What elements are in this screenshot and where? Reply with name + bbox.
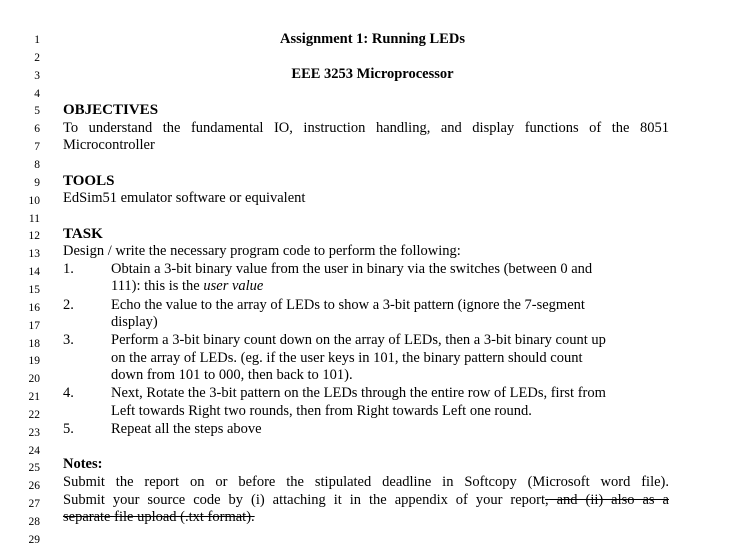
doc-line [0,189,745,207]
tools-text: EdSim51 emulator software or equivalent [63,190,306,206]
doc-line [0,366,745,384]
list-item-number: 1. [63,261,74,277]
list-item-text: Echo the value to the array of LEDs to show a 3-bit pattern (ignore the 7-segment [111,297,585,313]
list-item-text [111,277,669,295]
objectives-text: Microcontroller [63,137,155,153]
struck-text: , and (ii) also as a [545,492,669,508]
line-number-label: 2 [34,51,40,64]
line-number-label: 22 [28,408,40,421]
line-number-label: 12 [28,230,40,243]
list-item-number: 4. [63,385,74,401]
line-number-label: 27 [28,498,40,511]
doc-line [0,101,745,119]
doc-line [0,331,745,349]
struck-text: separate file upload (.txt format). [63,509,255,525]
doc-line [0,136,745,154]
list-item-text: down from 101 to 000, then back to 101). [111,367,353,383]
doc-line [0,30,745,48]
list-item-text: Repeat all the steps above [111,421,262,437]
doc-line [0,260,745,278]
line-number-label: 25 [28,462,40,475]
objectives-heading: OBJECTIVES [63,102,159,118]
notes-heading: Notes: [63,456,103,472]
doc-line [0,384,745,402]
doc-line [0,508,745,526]
line-number-label: 28 [28,516,40,528]
notes-text-part: Submit your source code by (i) attaching it in the appendix of your report [63,492,546,508]
list-item-text: Obtain a 3-bit binary value from the user in binary via the switches (between 0 and [111,261,593,277]
line-number-label: 26 [28,480,40,493]
list-item-number: 5. [63,421,74,437]
notes-text [63,491,669,509]
line-number-label: 7 [34,141,40,154]
task-heading: TASK [63,226,103,242]
list-item-text: Next, Rotate the 3-bit pattern on the LEDs through the entire row of LEDs, first from [111,385,606,401]
line-number-label: 21 [28,391,40,403]
doc-line [0,349,745,367]
line-number-label: 15 [28,283,40,296]
line-number-label: 11 [28,212,40,225]
line-number-label: 4 [34,87,40,100]
list-item-number: 3. [63,332,74,348]
user-value-emphasis: user value [203,278,264,294]
notes-text: Submit the report on or before the stipulated deadline in Softcopy (Microsoft word file). [63,474,669,490]
objectives-text: To understand the fundamental IO, instruction handling, and display functions of the 8051 [63,120,669,136]
line-number-label: 23 [28,426,40,439]
line-number [0,531,745,549]
line-number-label: 17 [28,319,40,332]
line-number-label: 18 [28,337,40,350]
list-item-text: on the array of LEDs. (eg. if the user keys in 101, the binary pattern should count [111,350,583,366]
line-number-label: 24 [28,444,40,457]
doc-line [0,119,745,137]
line-number-label: 1 [34,34,40,46]
doc-line [0,225,745,243]
line-number-label: 9 [34,176,40,189]
list-item-number: 2. [63,297,74,313]
task-intro: Design / write the necessary program code to perform the following: [63,243,461,259]
doc-line [0,172,745,190]
doc-line [0,420,745,438]
line-number-label: 3 [34,69,40,82]
line-number-label: 16 [28,301,40,314]
list-item-text: display) [111,314,158,330]
document-title: Assignment 1: Running LEDs [280,31,465,47]
doc-line [0,455,745,473]
doc-line [0,473,745,491]
list-item-text-part: 111): this is the [111,278,204,294]
line-number-label: 10 [28,194,40,207]
course-title: EEE 3253 Microprocessor [291,66,454,82]
doc-line [0,491,745,509]
doc-line [0,296,745,314]
line-number-label: 6 [34,123,40,136]
doc-line [0,402,745,420]
line-number-label: 13 [28,248,40,261]
doc-line [0,277,745,295]
tools-heading: TOOLS [63,173,115,189]
line-number-label: 5 [34,105,40,118]
line-number-label: 29 [28,533,40,546]
list-item-text: Perform a 3-bit binary count down on the array of LEDs, then a 3-bit binary count up [111,332,606,348]
line-number [0,85,745,103]
line-number-label: 14 [28,266,40,279]
list-item-text: Left towards Right two rounds, then from Right towards Left one round. [111,403,532,419]
line-number-label: 19 [28,355,40,368]
doc-line [0,242,745,260]
line-number-label: 8 [34,159,40,171]
line-number-label: 20 [28,373,40,386]
doc-line [0,65,745,83]
doc-line [0,313,745,331]
